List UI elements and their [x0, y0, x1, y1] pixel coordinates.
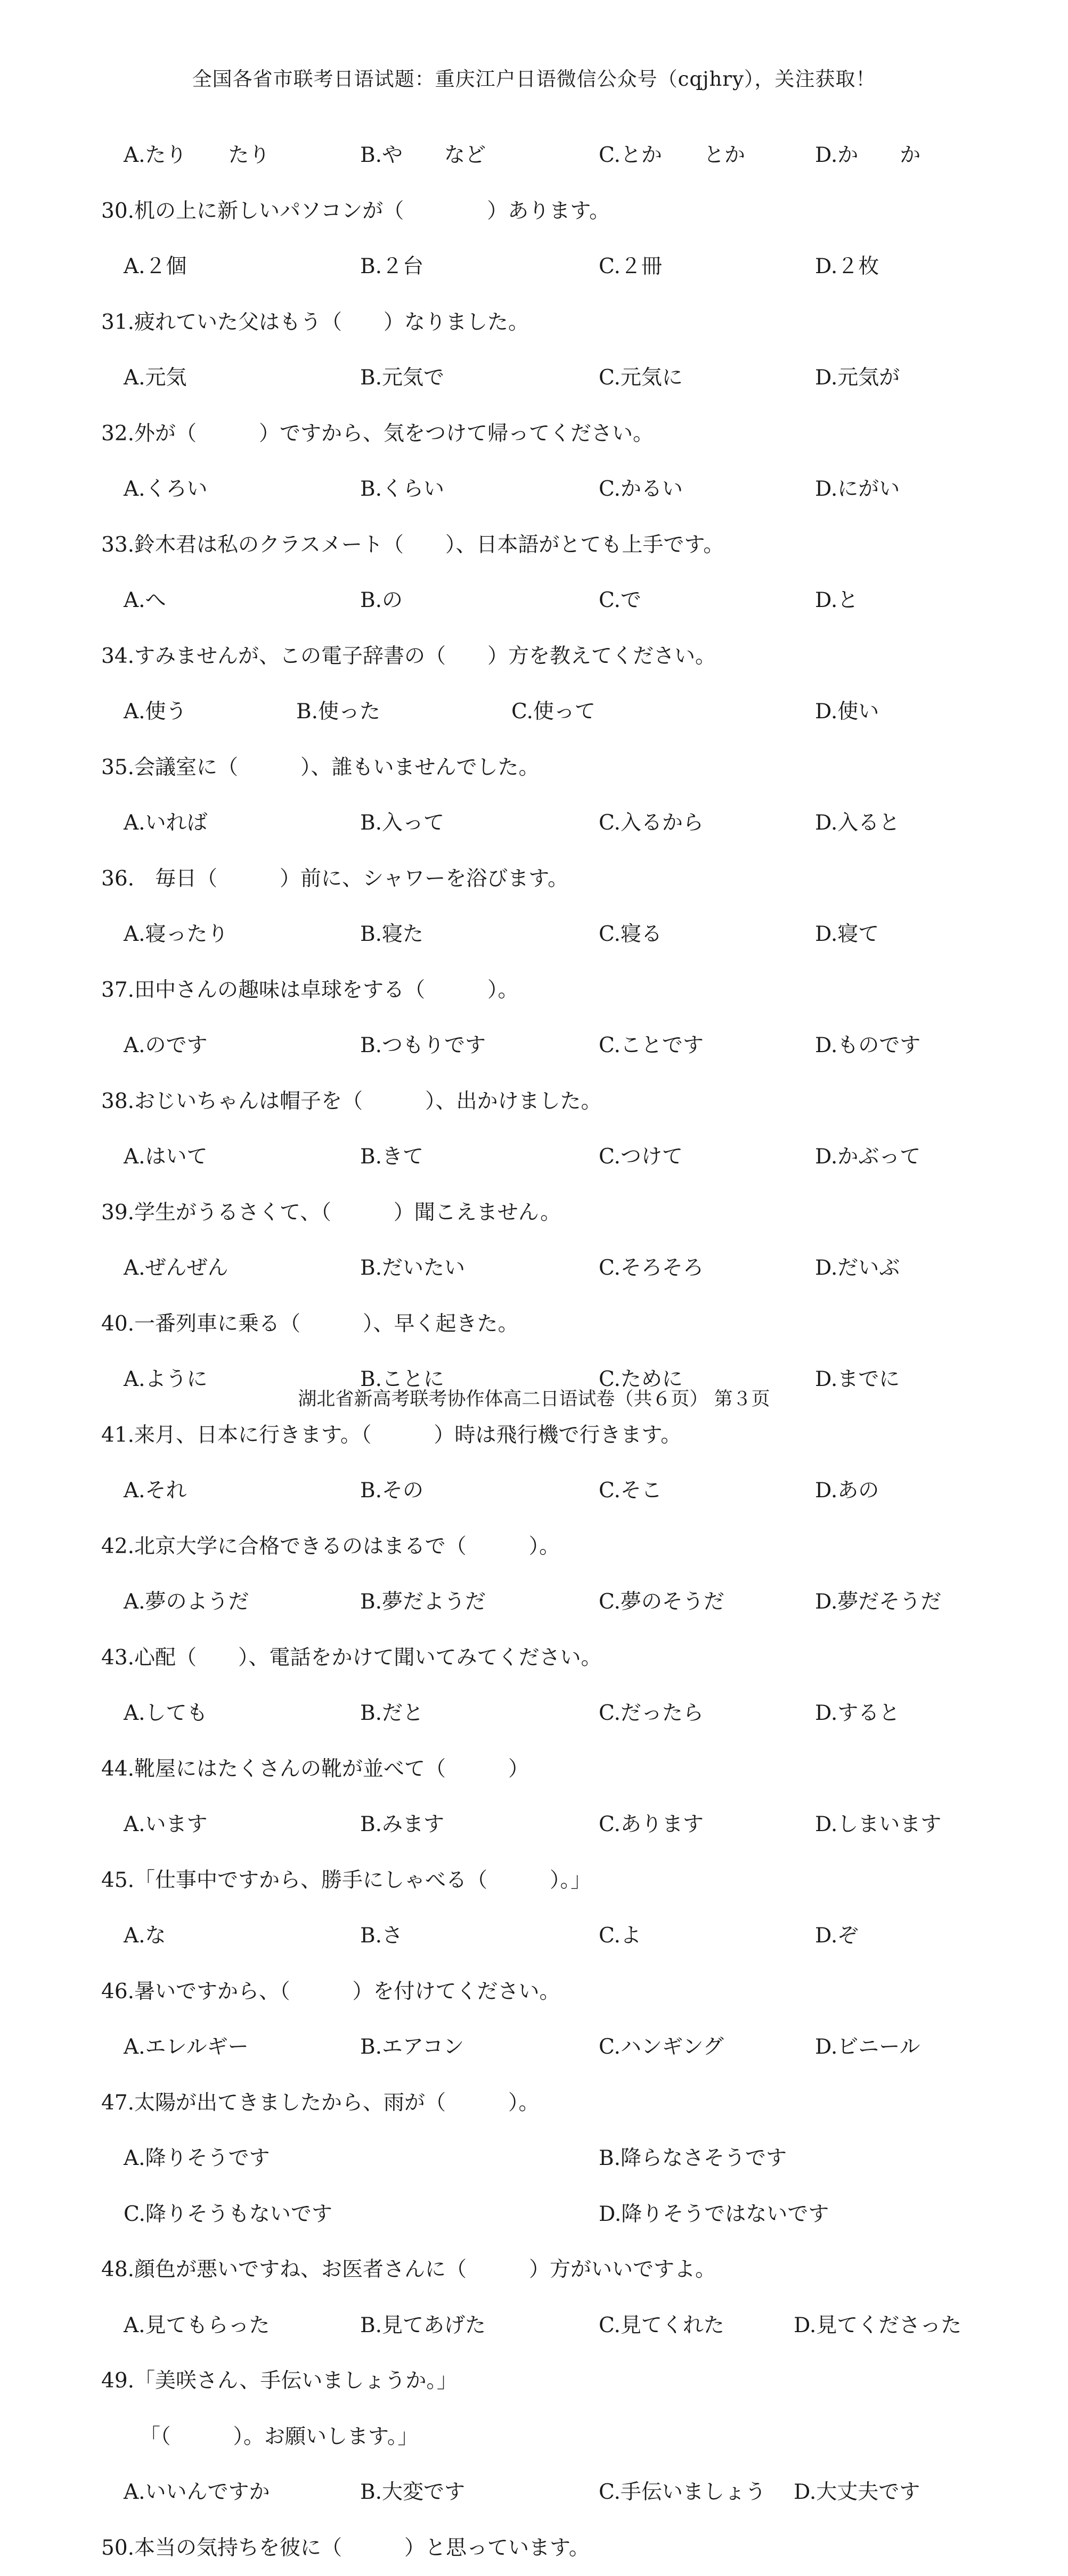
- answer-options: [0, 1686, 1068, 1742]
- option-a: A.使う: [124, 684, 187, 740]
- option-d: D.ものです: [815, 1018, 920, 1074]
- question-text: 「（ ）。お願いします。」: [140, 2409, 418, 2465]
- question-text: 46.暑いですから、（ ）を付けてください。: [101, 1964, 560, 2020]
- option-c: C.そこ: [599, 1463, 662, 1519]
- option-d: D.あの: [815, 1463, 879, 1519]
- page-header: 全国各省市联考日语试题：重庆江户日语微信公众号（cqjhry），关注获取！: [0, 63, 1068, 92]
- answer-options: [0, 573, 1068, 629]
- page-footer: 湖北省新高考联考协作体高二日语试卷（共６页） 第３页: [0, 1384, 1068, 1411]
- option-b: B.入って: [360, 795, 444, 851]
- answer-options: [0, 2020, 1068, 2075]
- option-c: C.よ: [599, 1908, 641, 1964]
- question-text: 44.靴屋にはたくさんの靴が並べて（ ）: [101, 1742, 529, 1798]
- option-b: B.くらい: [360, 462, 444, 518]
- option-a: A.います: [124, 1797, 208, 1853]
- option-d: D.２枚: [815, 239, 879, 295]
- option-c: C.２冊: [599, 239, 662, 295]
- option-b: B.夢だようだ: [360, 1574, 486, 1630]
- answer-options: [0, 350, 1068, 406]
- option-d: D.だいぶ: [815, 1241, 900, 1297]
- question-stem: [0, 2242, 1068, 2298]
- option-c: C.かるい: [599, 462, 683, 518]
- question-text: 36. 毎日（ ）前に、シャワーを浴びます。: [101, 851, 568, 907]
- option-b: B.使った: [296, 684, 380, 740]
- option-d: D.見てくださった: [794, 2298, 961, 2354]
- question-stem: [0, 2353, 1068, 2409]
- option-d: D.と: [815, 573, 858, 629]
- answer-options: [0, 1241, 1068, 1297]
- option-a: A.しても: [124, 1686, 208, 1742]
- question-text: 42.北京大学に合格できるのはまるで（ ）。: [101, 1519, 560, 1575]
- option-c: C.つけて: [599, 1129, 683, 1185]
- option-c: C.そろそろ: [599, 1241, 704, 1297]
- option-a: A.元気: [124, 350, 187, 406]
- option-a: A.へ: [124, 573, 166, 629]
- question-stem: [0, 1297, 1068, 1352]
- question-text: 43.心配（ ）、電話をかけて聞いてみてください。: [101, 1630, 602, 1686]
- option-d: D.寝て: [815, 907, 879, 963]
- question-stem: [0, 1630, 1068, 1686]
- option-b: D.降りそうではないです: [599, 2187, 829, 2243]
- question-text: 50.本当の気持ちを彼に（ ）と思っています。: [101, 2521, 590, 2576]
- option-b: B.ことに: [360, 1352, 444, 1408]
- question-text: 34.すみませんが、この電子辞書の（ ）方を教えてください。: [101, 629, 716, 685]
- question-stem: [0, 1853, 1068, 1909]
- answer-options: [0, 2465, 1068, 2521]
- option-c: C.元気に: [599, 350, 683, 406]
- answer-options: [0, 2187, 1068, 2243]
- question-stem: [0, 2075, 1068, 2131]
- question-text: 45.「仕事中ですから、勝手にしゃべる（ ）。」: [101, 1853, 591, 1909]
- option-d: D.大丈夫です: [794, 2465, 920, 2521]
- answer-options: [0, 239, 1068, 295]
- answer-options: [0, 1797, 1068, 1853]
- question-continuation: [0, 2409, 1068, 2465]
- option-b: B.みます: [360, 1797, 444, 1853]
- option-d: D.かぶって: [815, 1129, 920, 1185]
- option-c: C.とか とか: [599, 128, 745, 184]
- question-stem: [0, 2521, 1068, 2576]
- question-text: 49.「美咲さん、手伝いましょうか。」: [101, 2353, 458, 2409]
- question-text: 37.田中さんの趣味は卓球をする（ ）。: [101, 963, 519, 1019]
- question-stem: [0, 851, 1068, 907]
- option-c: C.ことです: [599, 1018, 704, 1074]
- option-a: A.それ: [124, 1463, 187, 1519]
- option-b: B.さ: [360, 1908, 403, 1964]
- answer-options: [0, 1463, 1068, 1519]
- option-c: C.寝る: [599, 907, 662, 963]
- option-b: B.その: [360, 1463, 423, 1519]
- question-stem: [0, 1519, 1068, 1575]
- question-stem: [0, 629, 1068, 685]
- option-d: D.までに: [815, 1352, 900, 1408]
- answer-options: [0, 1574, 1068, 1630]
- option-d: D.か か: [815, 128, 920, 184]
- option-b: B.降らなさそうです: [599, 2131, 787, 2187]
- option-b: B.エアコン: [360, 2020, 464, 2075]
- question-stem: [0, 1964, 1068, 2020]
- option-a: A.夢のようだ: [124, 1574, 249, 1630]
- option-c: C.ハンギング: [599, 2020, 724, 2075]
- option-a: A.くろい: [124, 462, 208, 518]
- option-b: B.だいたい: [360, 1241, 465, 1297]
- question-stem: [0, 406, 1068, 462]
- question-text: 39.学生がうるさくて、（ ）聞こえません。: [101, 1185, 561, 1241]
- option-d: D.しまいます: [815, 1797, 941, 1853]
- question-text: 31.疲れていた父はもう（ ）なりました。: [101, 295, 529, 351]
- option-d: D.にがい: [815, 462, 900, 518]
- answer-options: [0, 2131, 1068, 2187]
- question-stem: [0, 518, 1068, 573]
- option-b: B.だと: [360, 1686, 423, 1742]
- question-stem: [0, 963, 1068, 1019]
- option-a: A.のです: [124, 1018, 208, 1074]
- option-d: D.元気が: [815, 350, 900, 406]
- answer-options: [0, 684, 1068, 740]
- option-d: D.使い: [815, 684, 879, 740]
- answer-options: [0, 128, 1068, 184]
- option-c: C.ために: [599, 1352, 683, 1408]
- option-a: A.２個: [124, 239, 187, 295]
- option-a: A.たり たり: [124, 128, 270, 184]
- question-list: [0, 128, 1068, 2576]
- option-a: A.エレルギー: [124, 2020, 249, 2075]
- question-text: 32.外が（ ）ですから、気をつけて帰ってください。: [101, 406, 654, 462]
- question-stem: [0, 740, 1068, 796]
- option-b: B.寝た: [360, 907, 423, 963]
- question-text: 38.おじいちゃんは帽子を（ ）、出かけました。: [101, 1074, 602, 1130]
- answer-options: [0, 907, 1068, 963]
- option-b: B.きて: [360, 1129, 423, 1185]
- option-c: C.で: [599, 573, 641, 629]
- option-a: A.いいんですか: [124, 2465, 270, 2521]
- question-text: 47.太陽が出てきましたから、雨が（ ）。: [101, 2075, 540, 2131]
- answer-options: [0, 1018, 1068, 1074]
- option-a: A.ぜんぜん: [124, 1241, 229, 1297]
- answer-options: [0, 1908, 1068, 1964]
- option-a: A.見てもらった: [124, 2298, 270, 2354]
- answer-options: [0, 1129, 1068, 1185]
- question-text: 30.机の上に新しいパソコンが（ ）あります。: [101, 184, 610, 240]
- option-a: C.降りそうもないです: [124, 2187, 332, 2243]
- option-a: A.な: [124, 1908, 166, 1964]
- answer-options: [0, 795, 1068, 851]
- option-a: A.降りそうです: [124, 2131, 270, 2187]
- question-stem: [0, 295, 1068, 351]
- option-c: C.あります: [599, 1797, 704, 1853]
- option-d: D.ビニール: [815, 2020, 920, 2075]
- option-c: C.使って: [511, 684, 596, 740]
- question-text: 41.来月、日本に行きます。（ ）時は飛行機で行きます。: [101, 1408, 681, 1464]
- option-c: C.夢のそうだ: [599, 1574, 724, 1630]
- question-stem: [0, 184, 1068, 240]
- option-b: B.見てあげた: [360, 2298, 486, 2354]
- question-text: 33.鈴木君は私のクラスメート（ ）、日本語がとても上手です。: [101, 518, 724, 573]
- option-b: B.つもりです: [360, 1018, 486, 1074]
- option-b: B.元気で: [360, 350, 444, 406]
- question-text: 35.会議室に（ ）、誰もいませんでした。: [101, 740, 540, 796]
- option-d: D.夢だそうだ: [815, 1574, 941, 1630]
- option-d: D.ぞ: [815, 1908, 858, 1964]
- question-stem: [0, 1742, 1068, 1798]
- answer-options: [0, 462, 1068, 518]
- question-text: 48.顔色が悪いですね、お医者さんに（ ）方がいいですよ。: [101, 2242, 716, 2298]
- question-text: 40.一番列車に乗る（ ）、早く起きた。: [101, 1297, 519, 1352]
- option-c: C.だったら: [599, 1686, 704, 1742]
- option-d: D.入ると: [815, 795, 900, 851]
- option-c: C.見てくれた: [599, 2298, 724, 2354]
- option-c: C.手伝いましょう: [599, 2465, 766, 2521]
- option-a: A.ように: [124, 1352, 208, 1408]
- answer-options: [0, 2298, 1068, 2354]
- option-b: B.２台: [360, 239, 423, 295]
- option-a: A.はいて: [124, 1129, 208, 1185]
- option-c: C.入るから: [599, 795, 704, 851]
- question-stem: [0, 1185, 1068, 1241]
- option-b: B.や など: [360, 128, 486, 184]
- option-b: B.大変です: [360, 2465, 465, 2521]
- question-stem: [0, 1408, 1068, 1464]
- option-d: D.すると: [815, 1686, 900, 1742]
- question-stem: [0, 1074, 1068, 1130]
- option-a: A.寝ったり: [124, 907, 229, 963]
- option-b: B.の: [360, 573, 403, 629]
- option-a: A.いれば: [124, 795, 208, 851]
